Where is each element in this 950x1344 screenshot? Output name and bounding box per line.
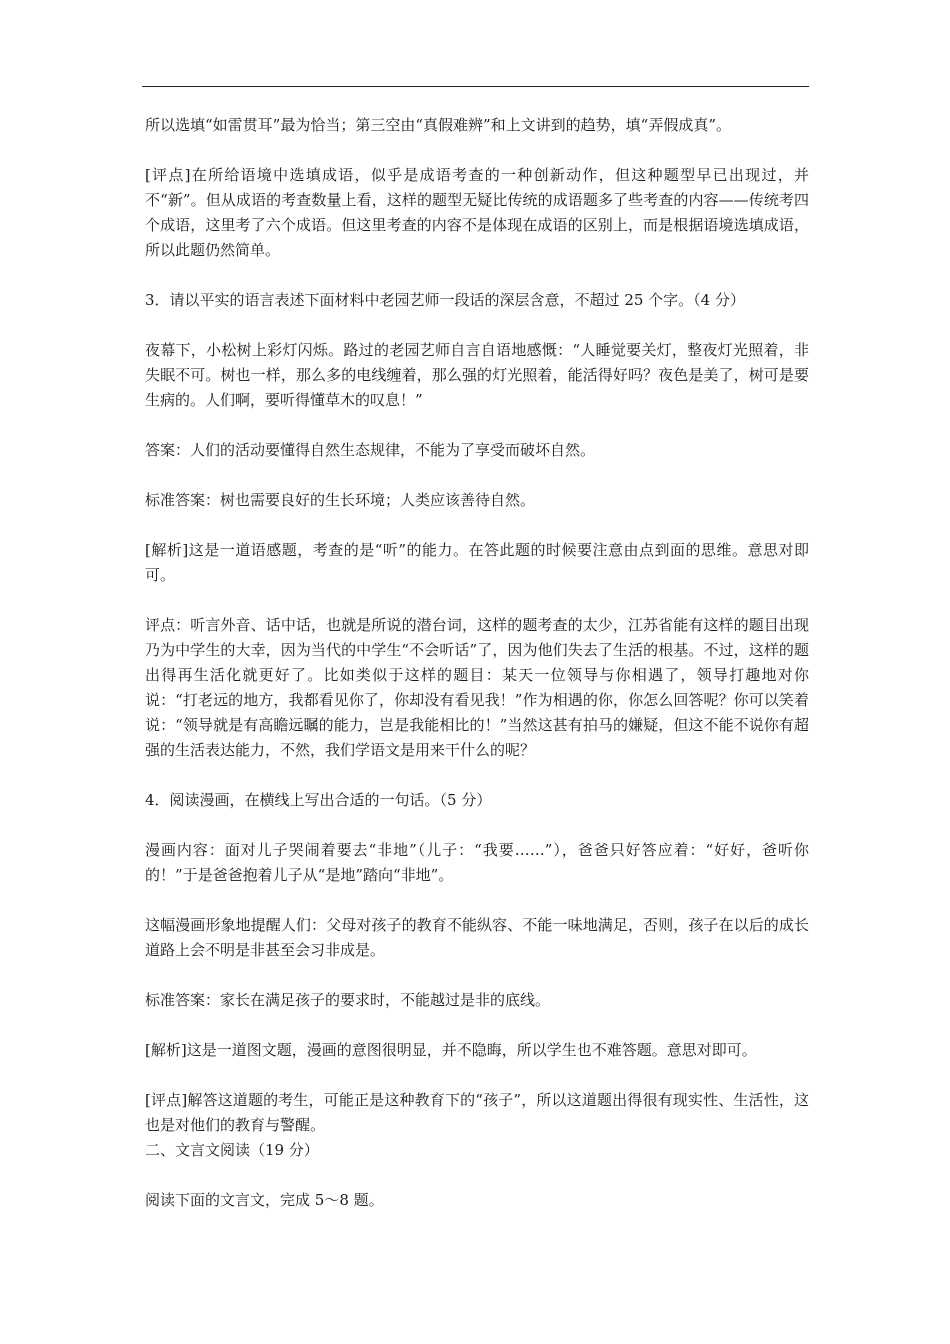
section-heading-classical-chinese: 二、文言文阅读（19 分）	[145, 1141, 319, 1159]
question-4-standard-answer: 标准答案：家长在满足孩子的要求时，不能越过是非的底线。	[145, 991, 551, 1009]
question-3-analysis: [解析]这是一道语感题，考查的是“听”的能力。在答此题的时候要注意由点到面的思维。意思对即可。	[145, 541, 809, 584]
question-3-material: 夜幕下，小松树上彩灯闪烁。路过的老园艺师自言自语地感慨：“人睡觉要关灯，整夜灯光照着，非失眠不可。树也一样，那么多的电线缠着，那么强的灯光照着，能活得好吗？夜色是美了，树可是要生病的。人们啊，要听得懂草木的叹息！”	[145, 341, 809, 409]
header-rule	[142, 86, 809, 87]
question-4-cartoon-content: 漫画内容：面对儿子哭闹着要去“非地”（儿子：“我要……”），爸爸只好答应着：“好好，爸听你的！”于是爸爸抱着儿子从“是地”踏向“非地”。	[145, 841, 809, 884]
question-3-standard-answer: 标准答案：树也需要良好的生长环境；人类应该善待自然。	[145, 491, 536, 509]
paragraph-idiom-answer: 所以选填“如雷贯耳”最为恰当；第三空由“真假难辨”和上文讲到的趋势，填“弄假成真”。	[145, 116, 732, 134]
question-3: 3．请以平实的语言表述下面材料中老园艺师一段话的深层含意，不超过 25 个字。（4 分）	[145, 291, 745, 309]
question-3-comment: 评点：听言外音、话中话，也就是所说的潜台词，这样的题考查的太少，江苏省能有这样的题目出现乃为中学生的大幸，因为当代的中学生“不会听话”了，因为他们失去了生活的根基。不过，这样的题出得再生活化就更好了。比如类似于这样的题目：某天一位领导与你相遇了，领导打趣地对你说：“打老远的地方，我都看见你了，你却没有看见我！”作为相遇的你，你怎么回答呢？你可以笑着说：“领导就是有高瞻远瞩的能力，岂是我能相比的！”当然这甚有拍马的嫌疑，但这不能不说你有超强的生活表达能力，不然，我们学语文是用来干什么的呢？	[145, 616, 809, 759]
page-body	[145, 113, 809, 1238]
question-3-answer: 答案：人们的活动要懂得自然生态规律，不能为了享受而破坏自然。	[145, 441, 596, 459]
question-4-comment: [评点]解答这道题的考生，可能正是这种教育下的“孩子”，所以这道题出得很有现实性、生活性，这也是对他们的教育与警醒。	[145, 1091, 809, 1134]
paragraph-idiom-comment: [评点]在所给语境中选填成语，似乎是成语考查的一种创新动作，但这种题型早已出现过，并不“新”。但从成语的考查数量上看，这样的题型无疑比传统的成语题多了些考查的内容——传统考四个成语，这里考了六个成语。但这里考查的内容不是体现在成语的区别上，而是根据语境选填成语，所以此题仍然简单。	[145, 166, 809, 259]
question-4-cartoon-meaning: 这幅漫画形象地提醒人们：父母对孩子的教育不能纵容、不能一味地满足，否则，孩子在以后的成长道路上会不明是非甚至会习非成是。	[145, 916, 809, 959]
question-4: 4．阅读漫画，在横线上写出合适的一句话。（5 分）	[145, 791, 492, 809]
question-4-analysis: [解析]这是一道图文题，漫画的意图很明显，并不隐晦，所以学生也不难答题。意思对即可。	[145, 1041, 757, 1059]
section-instruction: 阅读下面的文言文，完成 5～8 题。	[145, 1191, 384, 1209]
